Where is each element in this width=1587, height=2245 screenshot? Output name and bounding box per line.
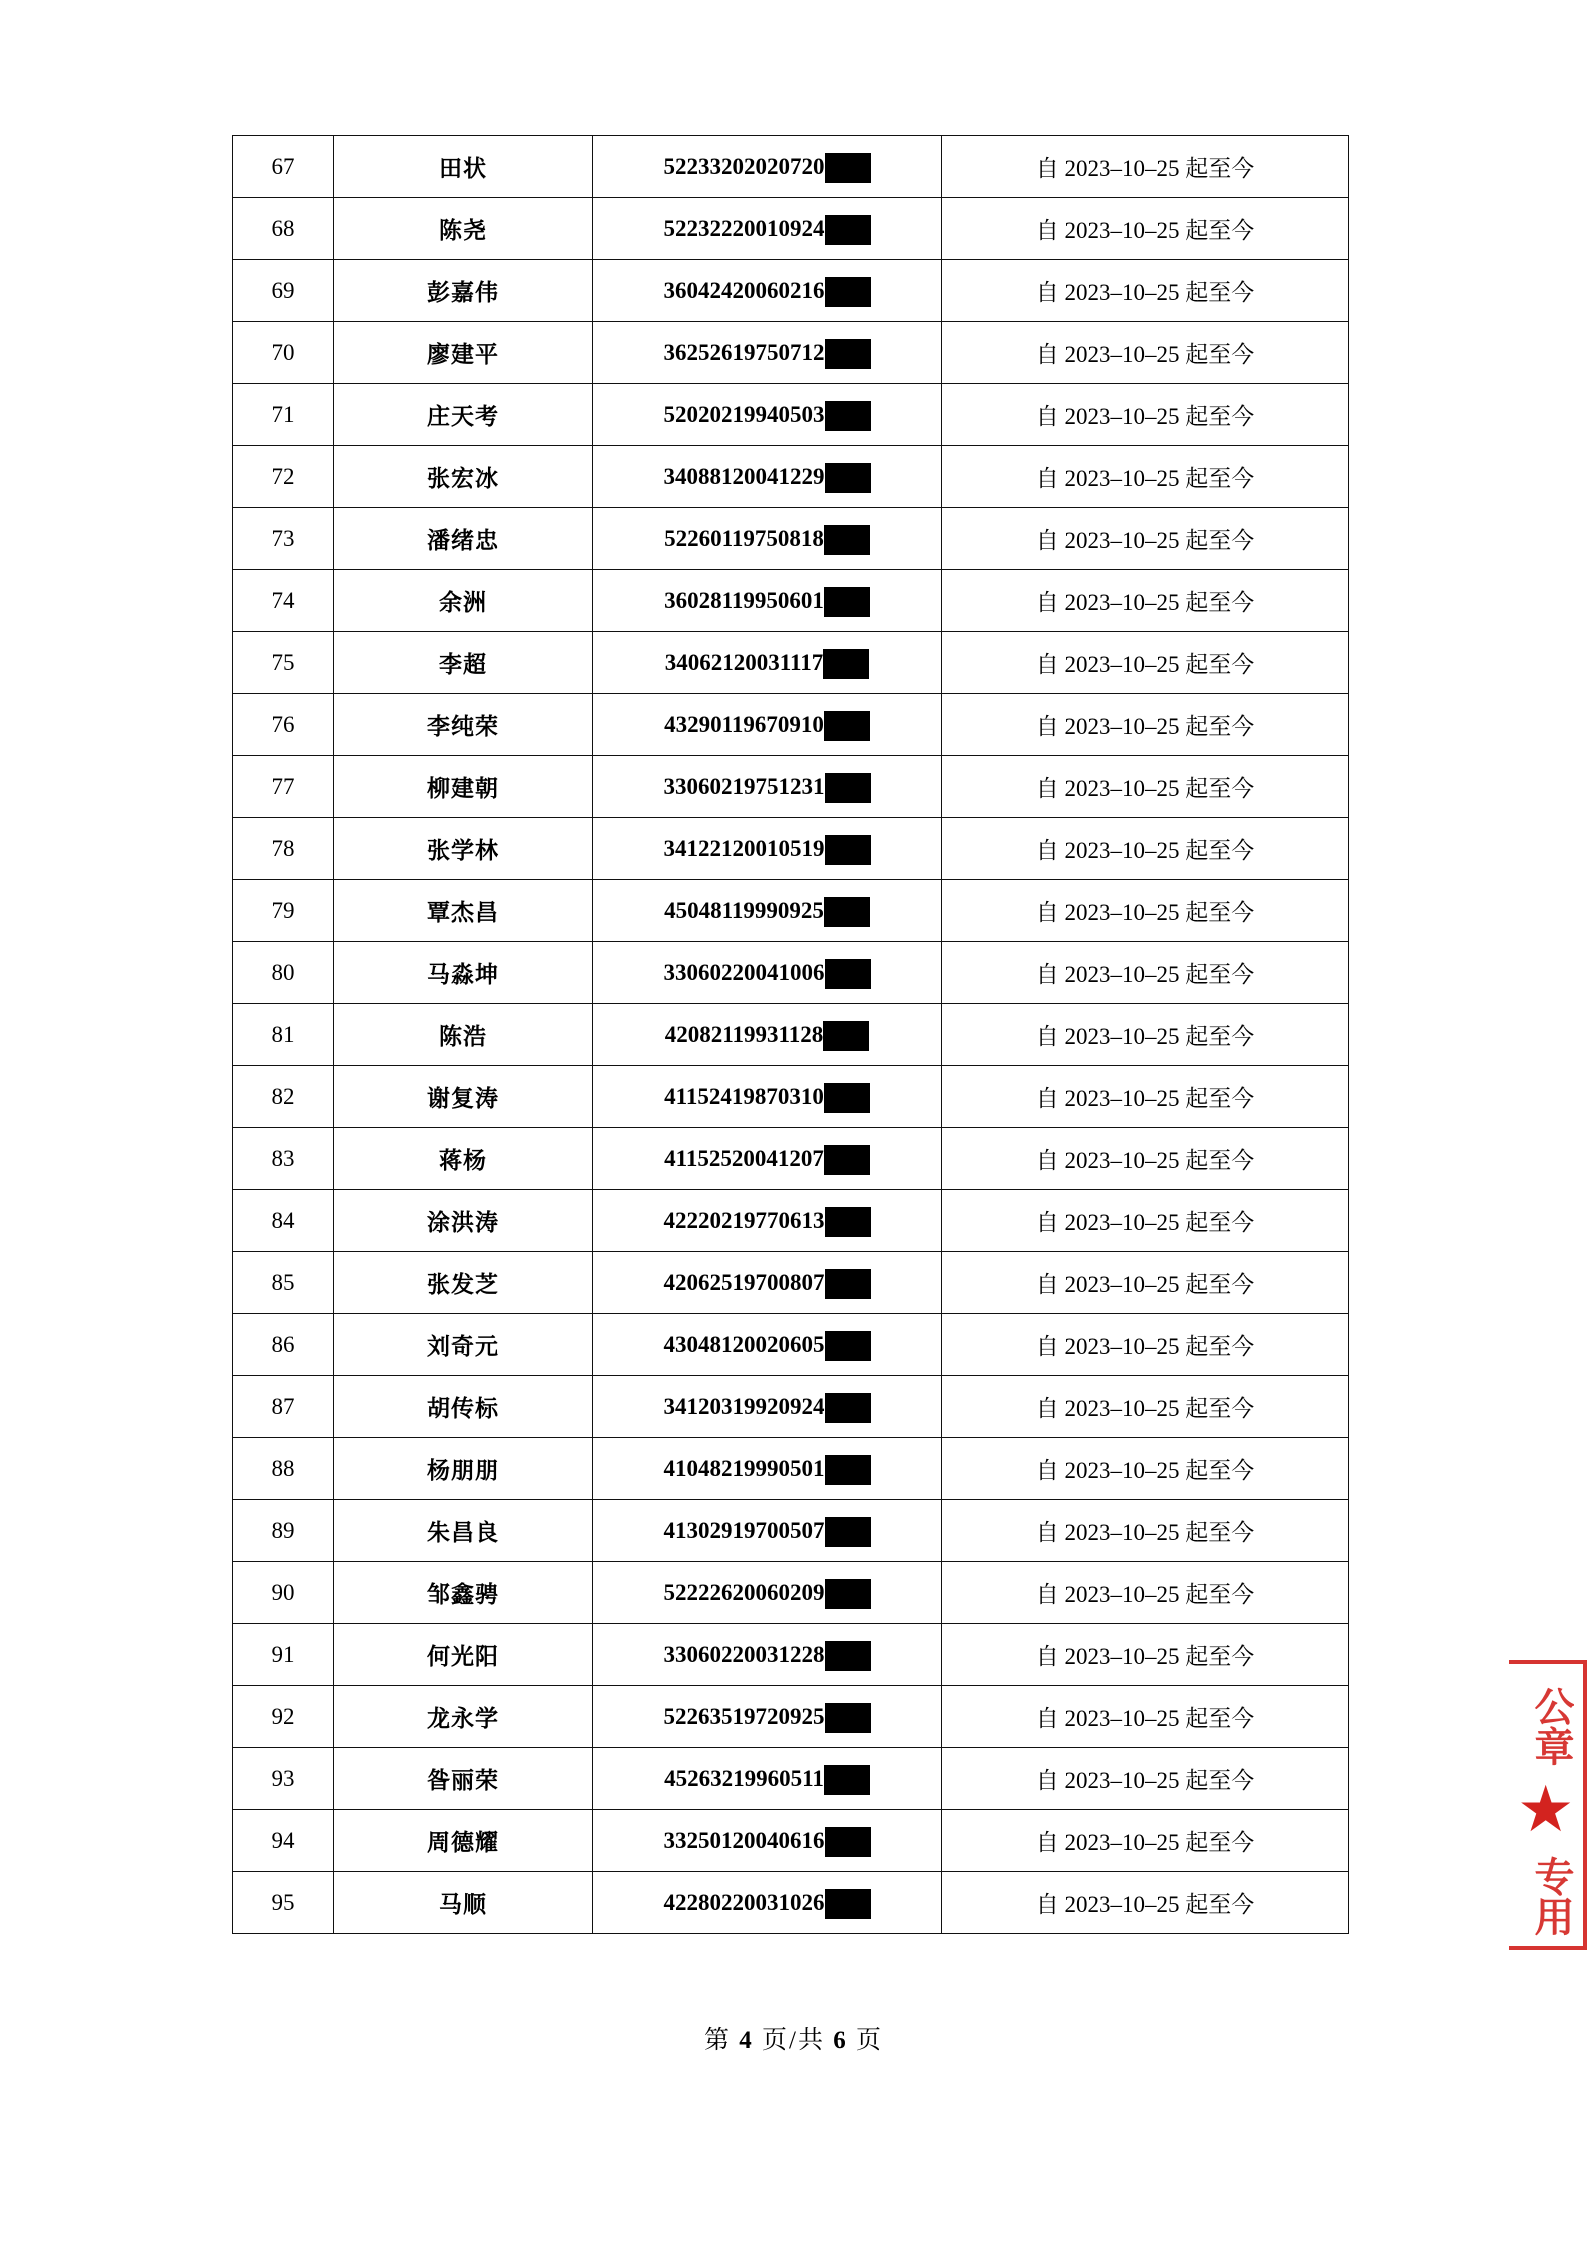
row-id-number bbox=[593, 198, 942, 260]
row-index: 76 bbox=[233, 694, 334, 756]
seal-bottom-text: 专用 bbox=[1529, 1856, 1574, 1936]
row-index: 95 bbox=[233, 1872, 334, 1934]
row-id-number bbox=[593, 1066, 942, 1128]
row-index: 86 bbox=[233, 1314, 334, 1376]
id-digits: 42280220031026 bbox=[663, 1889, 825, 1915]
id-digits: 36042420060216 bbox=[663, 277, 825, 303]
row-name: 陈尧 bbox=[334, 198, 593, 260]
row-name: 邹鑫骋 bbox=[334, 1562, 593, 1624]
row-period: 自 2023–10–25 起至今 bbox=[942, 1314, 1349, 1376]
table-row bbox=[233, 1562, 1349, 1624]
row-period: 自 2023–10–25 起至今 bbox=[942, 818, 1349, 880]
row-name: 涂洪涛 bbox=[334, 1190, 593, 1252]
redaction-bar bbox=[825, 959, 871, 989]
table-row bbox=[233, 1748, 1349, 1810]
row-name: 李纯荣 bbox=[334, 694, 593, 756]
row-id-number bbox=[593, 1376, 942, 1438]
row-name: 马淼坤 bbox=[334, 942, 593, 1004]
table-row bbox=[233, 756, 1349, 818]
row-index: 72 bbox=[233, 446, 334, 508]
id-digits: 36028119950601 bbox=[664, 587, 824, 613]
row-id-number bbox=[593, 1128, 942, 1190]
row-name: 田状 bbox=[334, 136, 593, 198]
row-period: 自 2023–10–25 起至今 bbox=[942, 1128, 1349, 1190]
page-footer bbox=[0, 2020, 1587, 2056]
table-row bbox=[233, 1314, 1349, 1376]
id-digits: 33060220041006 bbox=[663, 959, 825, 985]
row-name: 张宏冰 bbox=[334, 446, 593, 508]
row-period: 自 2023–10–25 起至今 bbox=[942, 1252, 1349, 1314]
redaction-bar bbox=[825, 1207, 871, 1237]
redaction-bar bbox=[825, 339, 871, 369]
table-row bbox=[233, 1066, 1349, 1128]
row-period: 自 2023–10–25 起至今 bbox=[942, 1066, 1349, 1128]
row-name: 龙永学 bbox=[334, 1686, 593, 1748]
id-digits: 33250120040616 bbox=[663, 1827, 825, 1853]
row-name: 谢复涛 bbox=[334, 1066, 593, 1128]
roster-table bbox=[232, 135, 1349, 1934]
row-index: 85 bbox=[233, 1252, 334, 1314]
row-id-number bbox=[593, 632, 942, 694]
row-period: 自 2023–10–25 起至今 bbox=[942, 260, 1349, 322]
row-period: 自 2023–10–25 起至今 bbox=[942, 1562, 1349, 1624]
redaction-bar bbox=[824, 1765, 870, 1795]
row-id-number bbox=[593, 322, 942, 384]
row-id-number bbox=[593, 1190, 942, 1252]
row-period: 自 2023–10–25 起至今 bbox=[942, 756, 1349, 818]
id-digits: 33060220031228 bbox=[663, 1641, 825, 1667]
row-index: 68 bbox=[233, 198, 334, 260]
id-digits: 42220219770613 bbox=[663, 1207, 825, 1233]
row-index: 82 bbox=[233, 1066, 334, 1128]
redaction-bar bbox=[825, 1889, 871, 1919]
row-id-number bbox=[593, 1872, 942, 1934]
row-name: 覃杰昌 bbox=[334, 880, 593, 942]
row-period: 自 2023–10–25 起至今 bbox=[942, 570, 1349, 632]
table-row bbox=[233, 384, 1349, 446]
row-period: 自 2023–10–25 起至今 bbox=[942, 880, 1349, 942]
row-name: 陈浩 bbox=[334, 1004, 593, 1066]
table-row bbox=[233, 1190, 1349, 1252]
footer-suffix: 页 bbox=[855, 2027, 883, 2054]
redaction-bar bbox=[824, 1145, 870, 1175]
redaction-bar bbox=[823, 649, 869, 679]
row-id-number bbox=[593, 694, 942, 756]
row-index: 74 bbox=[233, 570, 334, 632]
row-index: 67 bbox=[233, 136, 334, 198]
row-id-number bbox=[593, 1438, 942, 1500]
table-row bbox=[233, 570, 1349, 632]
row-period: 自 2023–10–25 起至今 bbox=[942, 1190, 1349, 1252]
table-row bbox=[233, 1376, 1349, 1438]
row-index: 91 bbox=[233, 1624, 334, 1686]
row-index: 71 bbox=[233, 384, 334, 446]
row-name: 庄天考 bbox=[334, 384, 593, 446]
row-index: 90 bbox=[233, 1562, 334, 1624]
row-name: 廖建平 bbox=[334, 322, 593, 384]
row-id-number bbox=[593, 260, 942, 322]
row-period: 自 2023–10–25 起至今 bbox=[942, 508, 1349, 570]
id-digits: 41048219990501 bbox=[663, 1455, 825, 1481]
id-digits: 52020219940503 bbox=[663, 401, 825, 427]
table-row bbox=[233, 1500, 1349, 1562]
row-id-number bbox=[593, 446, 942, 508]
row-name: 潘绪忠 bbox=[334, 508, 593, 570]
id-digits: 52222620060209 bbox=[663, 1579, 825, 1605]
id-digits: 45048119990925 bbox=[664, 897, 824, 923]
id-digits: 52233202020720 bbox=[663, 153, 825, 179]
row-period: 自 2023–10–25 起至今 bbox=[942, 1004, 1349, 1066]
seal-top-text: 公章 bbox=[1529, 1686, 1574, 1766]
redaction-bar bbox=[824, 525, 870, 555]
id-digits: 42062519700807 bbox=[663, 1269, 825, 1295]
redaction-bar bbox=[825, 1393, 871, 1423]
row-id-number bbox=[593, 942, 942, 1004]
row-id-number bbox=[593, 1562, 942, 1624]
row-name: 柳建朝 bbox=[334, 756, 593, 818]
redaction-bar bbox=[825, 1455, 871, 1485]
row-name: 余洲 bbox=[334, 570, 593, 632]
row-index: 92 bbox=[233, 1686, 334, 1748]
row-name: 朱昌良 bbox=[334, 1500, 593, 1562]
id-digits: 34088120041229 bbox=[663, 463, 825, 489]
row-period: 自 2023–10–25 起至今 bbox=[942, 1872, 1349, 1934]
id-digits: 52232220010924 bbox=[663, 215, 825, 241]
redaction-bar bbox=[825, 463, 871, 493]
row-id-number bbox=[593, 1686, 942, 1748]
row-id-number bbox=[593, 570, 942, 632]
redaction-bar bbox=[825, 153, 871, 183]
official-seal: 公章 ★ 专用 bbox=[1509, 1660, 1587, 1950]
redaction-bar bbox=[824, 897, 870, 927]
row-id-number bbox=[593, 1624, 942, 1686]
row-index: 75 bbox=[233, 632, 334, 694]
id-digits: 45263219960511 bbox=[664, 1765, 824, 1791]
row-id-number bbox=[593, 1810, 942, 1872]
row-name: 昝丽荣 bbox=[334, 1748, 593, 1810]
id-digits: 34120319920924 bbox=[663, 1393, 825, 1419]
row-id-number bbox=[593, 384, 942, 446]
row-name: 马顺 bbox=[334, 1872, 593, 1934]
footer-prefix: 第 bbox=[704, 2027, 732, 2054]
redaction-bar bbox=[824, 1083, 870, 1113]
footer-total-pages: 6 bbox=[833, 2027, 848, 2054]
redaction-bar bbox=[825, 835, 871, 865]
id-digits: 43048120020605 bbox=[663, 1331, 825, 1357]
row-name: 张学林 bbox=[334, 818, 593, 880]
row-period: 自 2023–10–25 起至今 bbox=[942, 446, 1349, 508]
redaction-bar bbox=[825, 1517, 871, 1547]
table-row bbox=[233, 1004, 1349, 1066]
footer-middle: 页/共 bbox=[762, 2027, 825, 2054]
id-digits: 34122120010519 bbox=[663, 835, 825, 861]
row-name: 何光阳 bbox=[334, 1624, 593, 1686]
row-index: 79 bbox=[233, 880, 334, 942]
redaction-bar bbox=[824, 587, 870, 617]
row-name: 胡传标 bbox=[334, 1376, 593, 1438]
table-row bbox=[233, 942, 1349, 1004]
row-id-number bbox=[593, 818, 942, 880]
id-digits: 36252619750712 bbox=[663, 339, 825, 365]
id-digits: 42082119931128 bbox=[664, 1021, 824, 1047]
row-name: 蒋杨 bbox=[334, 1128, 593, 1190]
table-row bbox=[233, 446, 1349, 508]
row-period: 自 2023–10–25 起至今 bbox=[942, 1686, 1349, 1748]
table-row bbox=[233, 632, 1349, 694]
table-row bbox=[233, 1686, 1349, 1748]
row-period: 自 2023–10–25 起至今 bbox=[942, 1624, 1349, 1686]
row-index: 84 bbox=[233, 1190, 334, 1252]
table-row bbox=[233, 322, 1349, 384]
row-index: 87 bbox=[233, 1376, 334, 1438]
row-name: 周德耀 bbox=[334, 1810, 593, 1872]
row-id-number bbox=[593, 1500, 942, 1562]
row-id-number bbox=[593, 756, 942, 818]
table-row bbox=[233, 1128, 1349, 1190]
id-digits: 43290119670910 bbox=[664, 711, 824, 737]
table-row bbox=[233, 1252, 1349, 1314]
table-row bbox=[233, 260, 1349, 322]
redaction-bar bbox=[825, 401, 871, 431]
row-period: 自 2023–10–25 起至今 bbox=[942, 694, 1349, 756]
table-row bbox=[233, 1872, 1349, 1934]
row-index: 88 bbox=[233, 1438, 334, 1500]
footer-current-page: 4 bbox=[739, 2027, 754, 2054]
table-row bbox=[233, 1810, 1349, 1872]
row-id-number bbox=[593, 136, 942, 198]
row-id-number bbox=[593, 508, 942, 570]
table-row bbox=[233, 880, 1349, 942]
row-period: 自 2023–10–25 起至今 bbox=[942, 1438, 1349, 1500]
row-index: 69 bbox=[233, 260, 334, 322]
row-period: 自 2023–10–25 起至今 bbox=[942, 1376, 1349, 1438]
id-digits: 52263519720925 bbox=[663, 1703, 825, 1729]
row-period: 自 2023–10–25 起至今 bbox=[942, 1810, 1349, 1872]
row-period: 自 2023–10–25 起至今 bbox=[942, 1500, 1349, 1562]
redaction-bar bbox=[825, 215, 871, 245]
table-row bbox=[233, 694, 1349, 756]
table-row bbox=[233, 818, 1349, 880]
row-name: 李超 bbox=[334, 632, 593, 694]
row-period: 自 2023–10–25 起至今 bbox=[942, 322, 1349, 384]
table-row bbox=[233, 198, 1349, 260]
row-period: 自 2023–10–25 起至今 bbox=[942, 1748, 1349, 1810]
row-name: 刘奇元 bbox=[334, 1314, 593, 1376]
row-id-number bbox=[593, 1748, 942, 1810]
id-digits: 41152520041207 bbox=[664, 1145, 824, 1171]
table-row bbox=[233, 508, 1349, 570]
row-index: 73 bbox=[233, 508, 334, 570]
table-row bbox=[233, 1624, 1349, 1686]
id-digits: 34062120031117 bbox=[664, 649, 824, 675]
row-name: 杨朋朋 bbox=[334, 1438, 593, 1500]
redaction-bar bbox=[825, 773, 871, 803]
row-index: 94 bbox=[233, 1810, 334, 1872]
row-name: 彭嘉伟 bbox=[334, 260, 593, 322]
row-index: 81 bbox=[233, 1004, 334, 1066]
row-period: 自 2023–10–25 起至今 bbox=[942, 384, 1349, 446]
row-index: 78 bbox=[233, 818, 334, 880]
redaction-bar bbox=[825, 1579, 871, 1609]
row-period: 自 2023–10–25 起至今 bbox=[942, 632, 1349, 694]
redaction-bar bbox=[825, 1827, 871, 1857]
roster-table-container bbox=[232, 135, 1312, 1934]
row-index: 77 bbox=[233, 756, 334, 818]
row-index: 70 bbox=[233, 322, 334, 384]
row-id-number bbox=[593, 880, 942, 942]
row-period: 自 2023–10–25 起至今 bbox=[942, 198, 1349, 260]
row-index: 80 bbox=[233, 942, 334, 1004]
row-index: 93 bbox=[233, 1748, 334, 1810]
redaction-bar bbox=[825, 1331, 871, 1361]
id-digits: 41152419870310 bbox=[664, 1083, 824, 1109]
redaction-bar bbox=[825, 1641, 871, 1671]
table-row bbox=[233, 136, 1349, 198]
row-period: 自 2023–10–25 起至今 bbox=[942, 942, 1349, 1004]
table-row bbox=[233, 1438, 1349, 1500]
id-digits: 41302919700507 bbox=[663, 1517, 825, 1543]
row-index: 83 bbox=[233, 1128, 334, 1190]
row-index: 89 bbox=[233, 1500, 334, 1562]
id-digits: 52260119750818 bbox=[664, 525, 824, 551]
redaction-bar bbox=[825, 277, 871, 307]
redaction-bar bbox=[825, 1269, 871, 1299]
redaction-bar bbox=[825, 1703, 871, 1733]
row-id-number bbox=[593, 1314, 942, 1376]
id-digits: 33060219751231 bbox=[663, 773, 825, 799]
row-name: 张发芝 bbox=[334, 1252, 593, 1314]
redaction-bar bbox=[824, 711, 870, 741]
row-period: 自 2023–10–25 起至今 bbox=[942, 136, 1349, 198]
redaction-bar bbox=[823, 1021, 869, 1051]
row-id-number bbox=[593, 1004, 942, 1066]
row-id-number bbox=[593, 1252, 942, 1314]
